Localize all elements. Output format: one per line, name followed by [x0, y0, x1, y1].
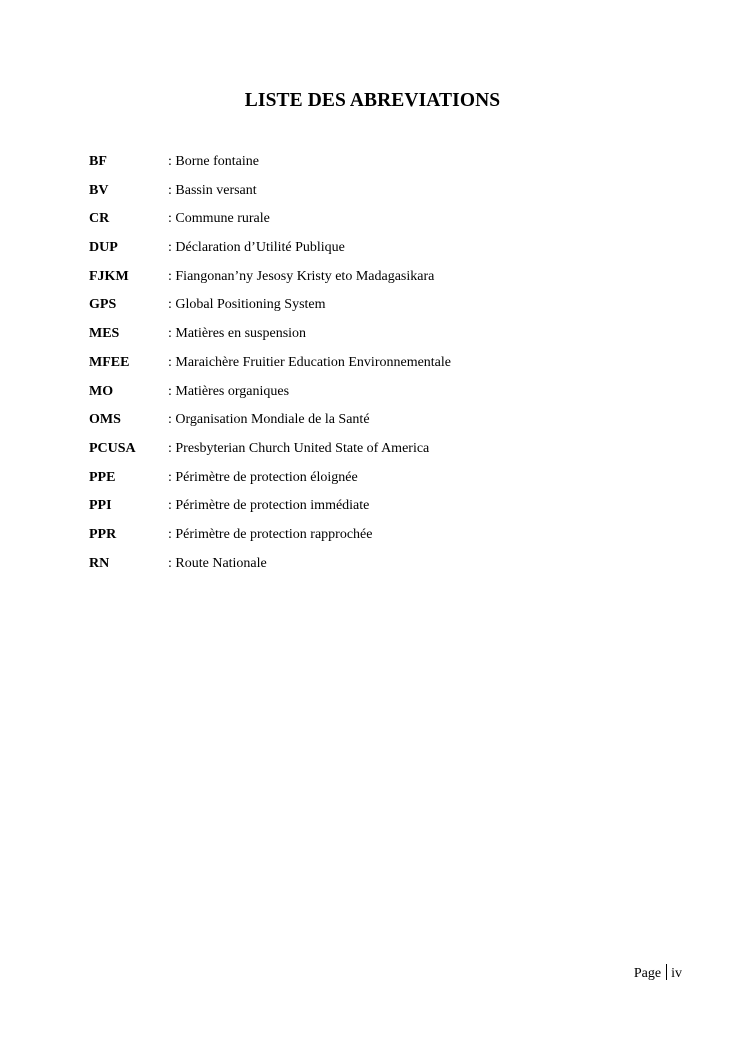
- footer-separator: [666, 964, 667, 980]
- abbreviation-term: BV: [89, 182, 109, 198]
- abbreviation-definition: : Global Positioning System: [168, 297, 326, 313]
- abbreviation-definition: : Commune rurale: [168, 211, 270, 227]
- abbreviation-row: [89, 439, 451, 468]
- abbreviation-definition: : Périmètre de protection rapprochée: [168, 526, 373, 542]
- page-label: Page: [633, 966, 662, 981]
- abbreviation-list: [89, 152, 451, 582]
- abbreviation-definition: : Fiangonan’ny Jesosy Kristy eto Madagasikara: [168, 268, 435, 284]
- page-title: LISTE DES ABREVIATIONS: [244, 90, 501, 111]
- abbreviation-row: [89, 209, 451, 238]
- abbreviation-term: PPR: [89, 526, 117, 542]
- abbreviation-definition: : Matières en suspension: [168, 326, 307, 342]
- abbreviation-row: [89, 152, 451, 181]
- abbreviation-term: MES: [89, 326, 120, 342]
- abbreviation-term: CR: [89, 211, 110, 227]
- abbreviation-definition: : Borne fontaine: [168, 154, 259, 169]
- abbreviation-term: DUP: [89, 240, 118, 256]
- abbreviation-term: BF: [89, 154, 107, 169]
- abbreviation-row: [89, 410, 451, 439]
- abbreviation-row: [89, 382, 451, 411]
- abbreviation-row: [89, 353, 451, 382]
- abbreviation-definition: : Périmètre de protection immédiate: [168, 498, 370, 514]
- abbreviation-term: PPE: [89, 469, 116, 485]
- abbreviation-term: GPS: [89, 297, 117, 313]
- abbreviation-row: [89, 295, 451, 324]
- abbreviation-term: MO: [89, 383, 114, 399]
- page-footer: [634, 964, 682, 984]
- abbreviation-term: FJKM: [89, 268, 129, 284]
- abbreviation-term: PPI: [89, 498, 112, 514]
- abbreviation-definition: : Matières organiques: [168, 383, 290, 399]
- abbreviation-row: [89, 267, 451, 296]
- abbreviation-definition: : Déclaration d’Utilité Publique: [168, 240, 345, 256]
- page-number: iv: [671, 966, 682, 981]
- abbreviation-row: [89, 468, 451, 497]
- abbreviation-row: [89, 496, 451, 525]
- abbreviation-definition: : Périmètre de protection éloignée: [168, 469, 358, 485]
- abbreviation-term: PCUSA: [89, 440, 136, 456]
- abbreviation-definition: : Presbyterian Church United State of America: [168, 440, 430, 456]
- abbreviation-row: [89, 181, 451, 210]
- abbreviation-definition: : Maraichère Fruitier Education Environnementale: [168, 354, 452, 370]
- abbreviation-definition: : Bassin versant: [168, 182, 257, 198]
- abbreviation-row: [89, 324, 451, 353]
- abbreviation-definition: : Organisation Mondiale de la Santé: [168, 412, 370, 428]
- abbreviation-row: [89, 238, 451, 267]
- abbreviation-term: OMS: [89, 412, 121, 428]
- abbreviation-row: [89, 554, 451, 583]
- abbreviation-term: RN: [89, 555, 110, 571]
- abbreviation-definition: : Route Nationale: [168, 555, 267, 571]
- abbreviation-row: [89, 525, 451, 554]
- abbreviation-term: MFEE: [89, 354, 130, 370]
